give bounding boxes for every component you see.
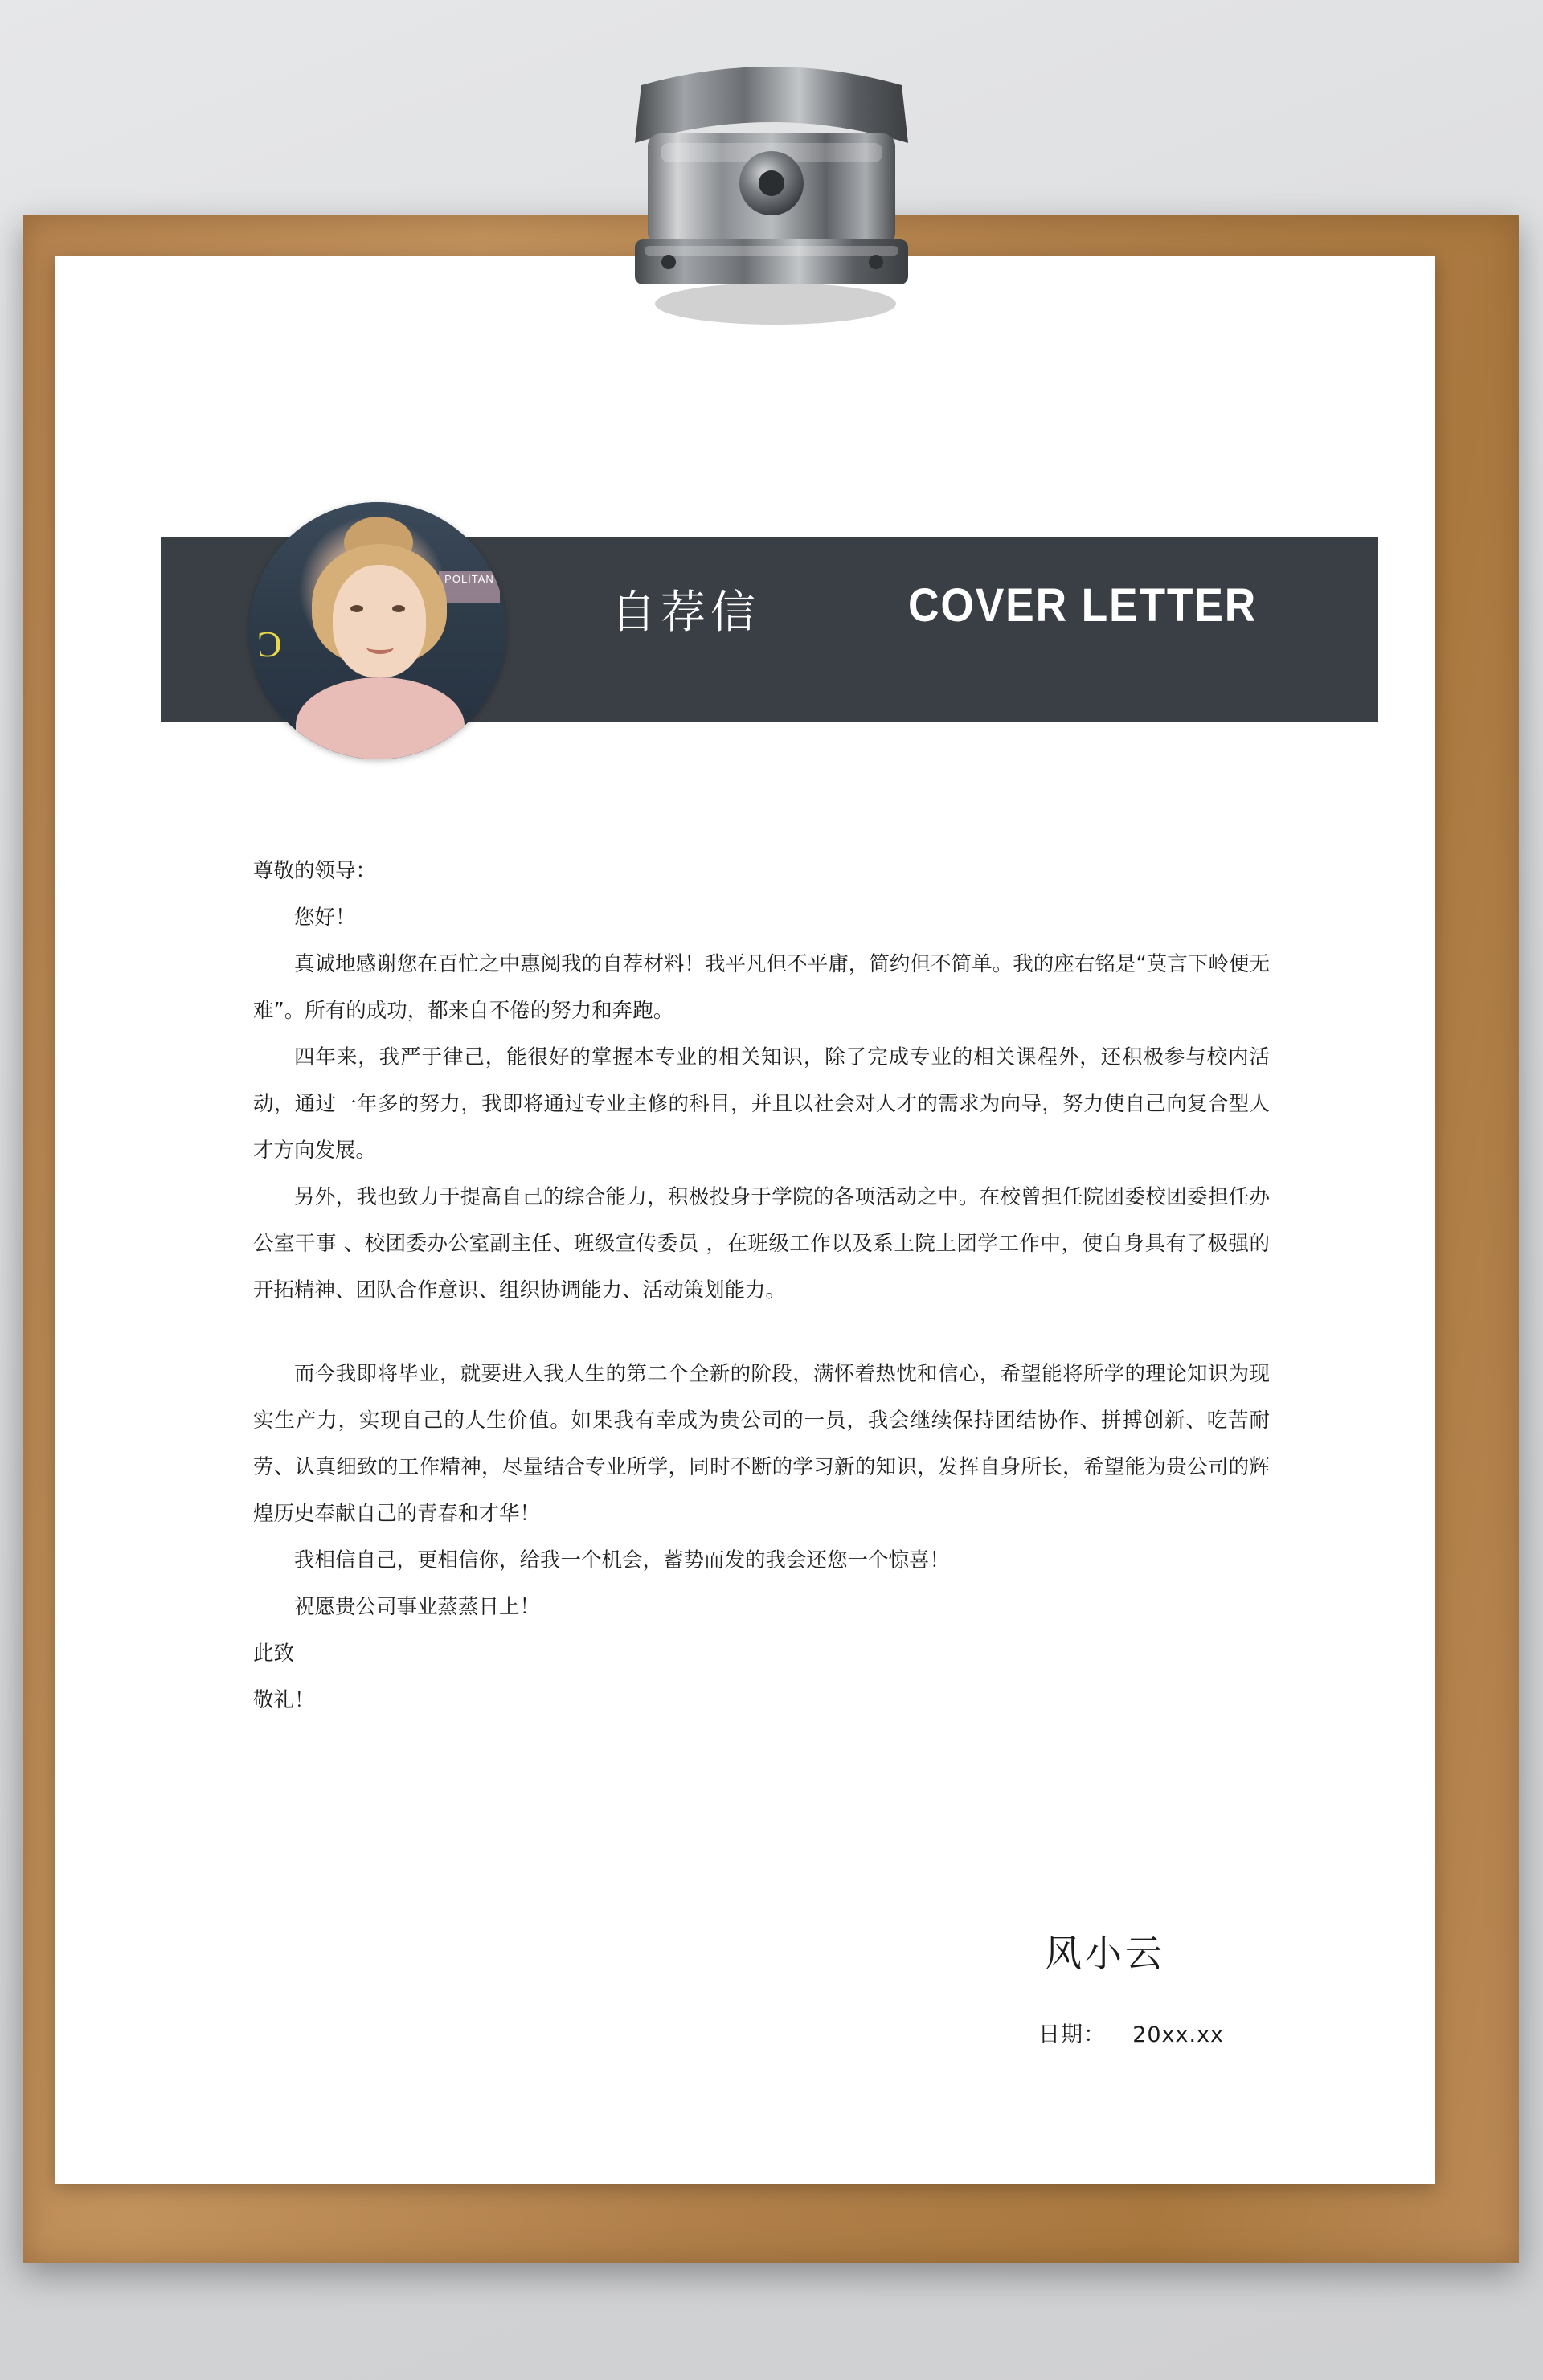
signature-date [1038, 2017, 1224, 2048]
paragraph-spacer [253, 1314, 1270, 1351]
signature-date-label: 日期： [1038, 2022, 1106, 2047]
letter-body [253, 848, 1270, 1724]
salutation: 尊敬的领导： [253, 859, 377, 883]
paragraph-6: 祝愿贵公司事业蒸蒸日上！ [294, 1595, 541, 1619]
poster-glyph-icon: Ɔ [257, 624, 282, 665]
metal-clip [571, 56, 972, 346]
closing-line-2: 敬礼！ [253, 1688, 315, 1712]
closing-line-1: 此致 [253, 1642, 295, 1666]
paragraph-5: 我相信自己，更相信你，给我一个机会，蓄势而发的我会还您一个惊喜！ [294, 1548, 951, 1572]
signature-name: 风小云 [1045, 1932, 1165, 1975]
greeting: 您好！ [294, 906, 356, 930]
avatar-eye-right [392, 605, 405, 612]
avatar-shoulders [296, 677, 465, 759]
header-title-en: COVER LETTER [908, 579, 1258, 632]
paragraph-2: 四年来，我严于律己，能很好的掌握本专业的相关知识，除了完成专业的相关课程外，还积极参与校内活动，通过一年多的努力，我即将通过专业主修的科目，并且以社会对人才的需求为向导，努力使自己向复合型人才方向发展。 [253, 1045, 1270, 1163]
avatar-face [333, 565, 426, 677]
header-title-cn: 自荐信 [611, 587, 760, 639]
paragraph-4: 而今我即将毕业，就要进入我人生的第二个全新的阶段，满怀着热忱和信心，希望能将所学的理论知识为现实生产力，实现自己的人生价值。如果我有幸成为贵公司的一员，我会继续保持团结协作、拼搏创新、吃苦耐劳、认真细致的工作精神，尽量结合专业所学，同时不断的学习新的知识，发挥自身所长，希望能为贵公司的辉煌历史奉献自己的青春和才华！ [253, 1362, 1270, 1526]
paragraph-1: 真诚地感谢您在百忙之中惠阅我的自荐材料！我平凡但不平庸，简约但不简单。我的座右铭是“莫言下岭便无难”。所有的成功，都来自不倦的努力和奔跑。 [253, 952, 1270, 1023]
avatar-mouth [366, 640, 394, 654]
paragraph-3: 另外，我也致力于提高自己的综合能力，积极投身于学院的各项活动之中。在校曾担任院团委校团委担任办公室干事 、校团委办公室副主任、班级宣传委员 ，在班级工作以及系上院上团学工作中，使自身具有了极强的开拓精神、团队合作意识、组织协调能力、活动策划能力。 [253, 1185, 1270, 1302]
avatar [249, 502, 506, 759]
avatar-photo [249, 502, 506, 759]
avatar-eye-left [350, 605, 363, 612]
poster-text-label: POLITAN [439, 571, 500, 603]
signature-date-value: 20xx.xx [1132, 2022, 1225, 2047]
